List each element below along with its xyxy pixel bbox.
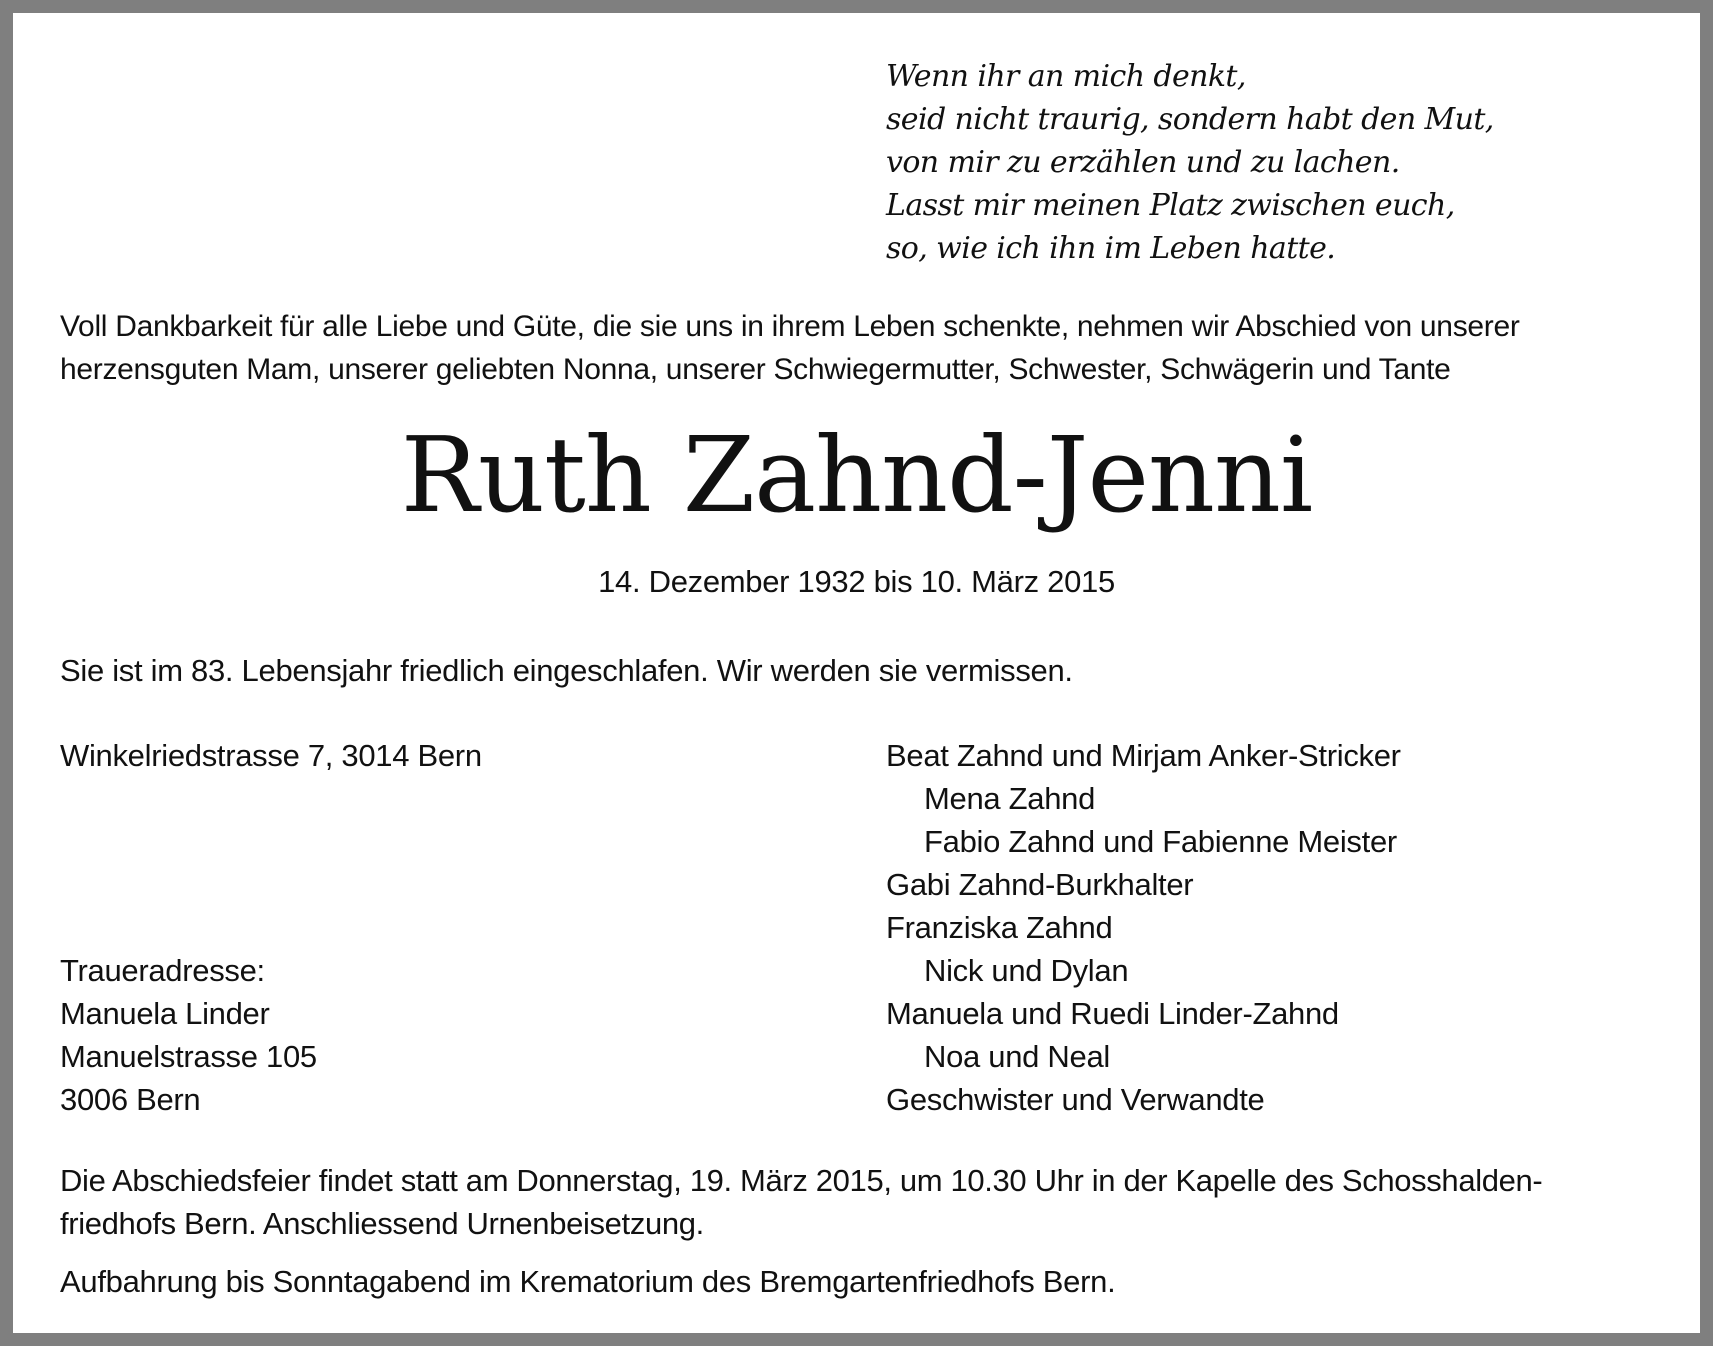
statement: Sie ist im 83. Lebensjahr friedlich eingeschlafen. Wir werden sie vermissen. xyxy=(60,653,1073,688)
family-member: Fabio Zahnd und Fabienne Meister xyxy=(924,824,1397,859)
family-member: Franziska Zahnd xyxy=(886,910,1113,945)
ceremony-line: Die Abschiedsfeier findet statt am Donnerstag, 19. März 2015, um 10.30 Uhr in der Kapelle des Schosshalden- xyxy=(60,1163,1543,1198)
intro-line: Voll Dankbarkeit für alle Liebe und Güte, die sie uns in ihrem Leben schenkte, nehmen wir Abschied von unserer xyxy=(60,310,1520,343)
viewing-info: Aufbahrung bis Sonntagabend im Krematorium des Bremgartenfriedhofs Bern. xyxy=(60,1264,1116,1299)
family-member: Nick und Dylan xyxy=(924,953,1129,988)
intro-line: herzensguten Mam, unserer geliebten Nonna, unserer Schwiegermutter, Schwester, Schwägerin und Tante xyxy=(60,353,1451,386)
family-member: Manuela und Ruedi Linder-Zahnd xyxy=(886,996,1339,1031)
family-member: Gabi Zahnd-Burkhalter xyxy=(886,867,1194,902)
family-list xyxy=(886,734,1401,1121)
intro-paragraph xyxy=(60,305,1670,391)
poem-line: seid nicht traurig, sondern habt den Mut, xyxy=(886,102,1494,137)
poem-line: Wenn ihr an mich denkt, xyxy=(886,59,1246,94)
life-dates: 14. Dezember 1932 bis 10. März 2015 xyxy=(598,564,1115,599)
poem-line: so, wie ich ihn im Leben hatte. xyxy=(886,231,1336,266)
mourning-address xyxy=(60,949,317,1121)
mourning-address-line: Manuela Linder xyxy=(60,996,270,1031)
poem xyxy=(886,55,1494,270)
mourning-address-label: Traueradresse: xyxy=(60,953,265,988)
family-member: Beat Zahnd und Mirjam Anker-Stricker xyxy=(886,738,1401,773)
family-member: Geschwister und Verwandte xyxy=(886,1082,1265,1117)
poem-line: Lasst mir meinen Platz zwischen euch, xyxy=(886,188,1455,223)
mourning-address-line: Manuelstrasse 105 xyxy=(60,1039,317,1074)
family-member: Noa und Neal xyxy=(924,1039,1110,1074)
deceased-name: Ruth Zahnd-Jenni xyxy=(400,414,1313,536)
obituary-notice xyxy=(13,13,1700,1333)
poem-line: von mir zu erzählen und zu lachen. xyxy=(886,145,1400,180)
ceremony-info xyxy=(60,1159,1680,1245)
mourning-address-line: 3006 Bern xyxy=(60,1082,201,1117)
home-address: Winkelriedstrasse 7, 3014 Bern xyxy=(60,738,482,773)
family-member: Mena Zahnd xyxy=(924,781,1096,816)
ceremony-line: friedhofs Bern. Anschliessend Urnenbeisetzung. xyxy=(60,1206,704,1241)
